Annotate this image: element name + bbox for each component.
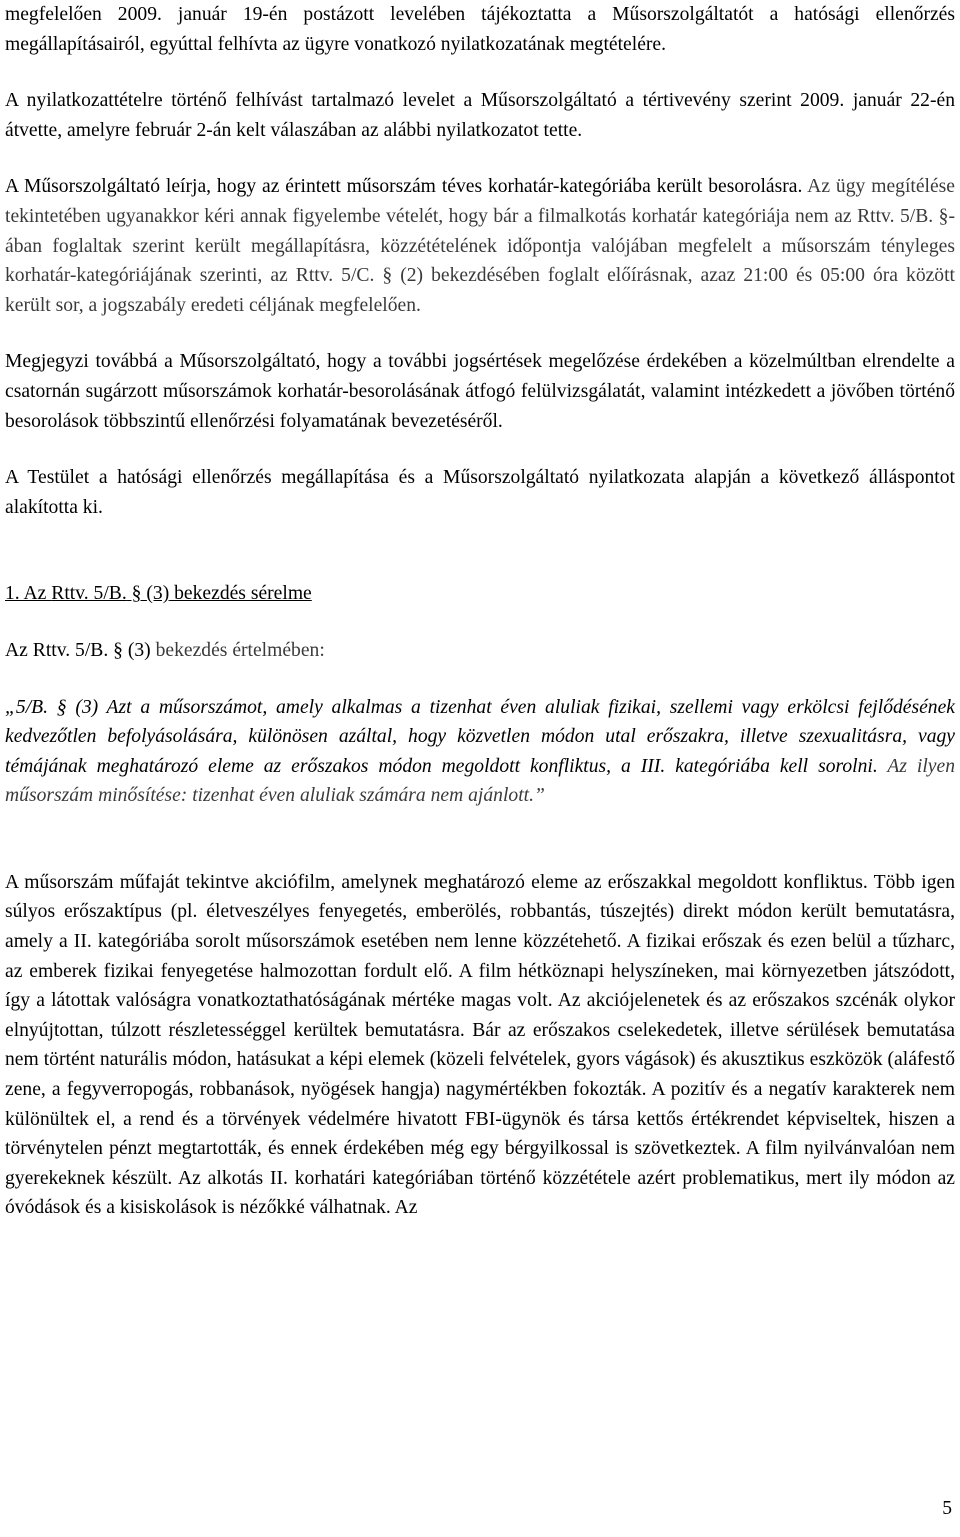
subheading — [5, 636, 955, 666]
legal-quote — [5, 693, 955, 811]
paragraph-further-note: Megjegyzi továbbá a Műsorszolgáltató, hogy a további jogsértések megelőzése érdekében a közelmúltban elrendelte a csatornán sugárzott műsorszámok korhatár-besorolásának átfogó felülvizsgálatát, valamint intézkedett a jövőben történő besorolások többszintű ellenőrzési folyamatának bevezetéséről. — [5, 351, 955, 432]
section-heading-rest: bekezdés sérelme — [169, 583, 312, 605]
section-heading — [5, 579, 955, 609]
subheading-para-ref: (3) — [127, 639, 151, 661]
legal-quote-main: „5/B. § (3) Azt a műsorszámot, amely alkalmas a tizenhat éven aluliak fizikai, szellemi vagy erkölcsi fejlődésének kedvezőtlen befolyásolására, különösen azáltal, hogy közvetlen módon utal erőszakra, illetve szexualitásra, vagy témájának meghatározó eleme az erőszakos módon megoldott konfliktus, a III. kategóriába kell sorolni. — [5, 696, 955, 777]
paragraph-broadcaster-statement — [5, 172, 955, 320]
paragraph-notice-receipt: A nyilatkozattételre történő felhívást tartalmazó levelet a Műsorszolgáltató a tértivevény szerint 2009. január 22-én átvette, amelyre február 2-án kelt válaszában az alábbi nyilatkozatot tette. — [5, 90, 955, 141]
subheading-law-ref: Rttv. 5/B. — [32, 639, 109, 661]
section-heading-number: 1. Az — [5, 583, 52, 605]
broadcaster-statement-part2: Az ügy megítélése tekintetében ugyanakkor kéri annak figyelembe vételét, hogy bár a filmalkotás korhatár kategóriája nem az Rttv. 5/B. §-ában foglaltak szerint került megállapításra, közzétételének időpontja valójában megfelelt a műsorszám tényleges korhatár-kategóriájának szerinti, az Rttv. 5/C. § (2) bekezdésében foglalt előírásnak, azaz 21:00 és 05:00 óra között került sor, a jogszabály eredeti céljának megfelelően. — [5, 176, 955, 316]
section-heading-para-ref: (3) — [146, 583, 170, 605]
broadcaster-statement-part1: A Műsorszolgáltató leírja, hogy az érintett műsorszám téves korhatár-kategóriába került besorolásra. — [5, 176, 803, 198]
subheading-rest: bekezdés értelmében: — [150, 639, 325, 661]
paragraph-board-position: A Testület a hatósági ellenőrzés megállapítása és a Műsorszolgáltató nyilatkozata alapján a következő álláspontot alakította ki. — [5, 467, 955, 518]
paragraph-analysis: A műsorszám műfaját tekintve akciófilm, amelynek meghatározó eleme az erőszakkal megoldott konfliktus. Több igen súlyos erőszaktípus (pl. életveszélyes fenyegetés, emberölés, robbantás, túszejtés) direkt módon került bemutatásra, amely a II. kategóriába sorolt műsorszámok esetében nem lenne közzétehető. A fizikai erőszak és ezen belül a tűzharc, az emberek fizikai fenyegetése halmozottan fordult elő. A film hétköznapi helyszíneken, mai környezetben játszódott, így a látottak valóságra vonatkoztathatóságának mértéke magas volt. Az akciójelenetek és az erőszakos szcénák olykor elnyújtottan, túlzott részletességgel kerültek bemutatásra. Bár az erőszakos cselekedetek, illetve sérülések bemutatása nem történt naturális módon, hatásukat a képi elemek (közeli felvételek, gyors vágások) és akusztikus eszközök (aláfestő zene, a fegyverropogás, robbanások, nyögések hangja) nagymértékben fokozták. A pozitív és a negatív karakterek nem különültek el, a rend és a törvények védelmére hivatott FBI-ügynök és társa kettős értékrendet képviseltek, hiszen a törvénytelen pénzt megtartották, és ennek érdekében még egy bérgyilkossal is szövetkeztek. A film nyilvánvalóan nem gyerekeknek készült. Az alkotás II. korhatári kategóriában történő közzététele azért problematikus, mert ily módon az óvódások és a kisiskolások is nézőkké válhatnak. Az — [5, 871, 955, 1219]
paragraph-intro-continuation: megfelelően 2009. január 19-én postázott levelében tájékoztatta a Műsorszolgáltatót a hatósági ellenőrzés megállapításairól, egyúttal felhívta az ügyre vonatkozó nyilatkozatának megtételére. — [5, 4, 955, 55]
section-heading-law-ref: Rttv. 5/B. — [51, 583, 127, 605]
subheading-section-sign: § — [108, 639, 123, 661]
section-heading-section-sign: § — [126, 583, 142, 605]
legal-quote-continuation: Az ilyen műsorszám minősítése: tizenhat éven aluliak számára nem ajánlott.” — [5, 755, 955, 807]
page-number: 5 — [942, 1498, 952, 1519]
document-page — [5, 0, 955, 1223]
subheading-prefix: Az — [5, 639, 33, 661]
